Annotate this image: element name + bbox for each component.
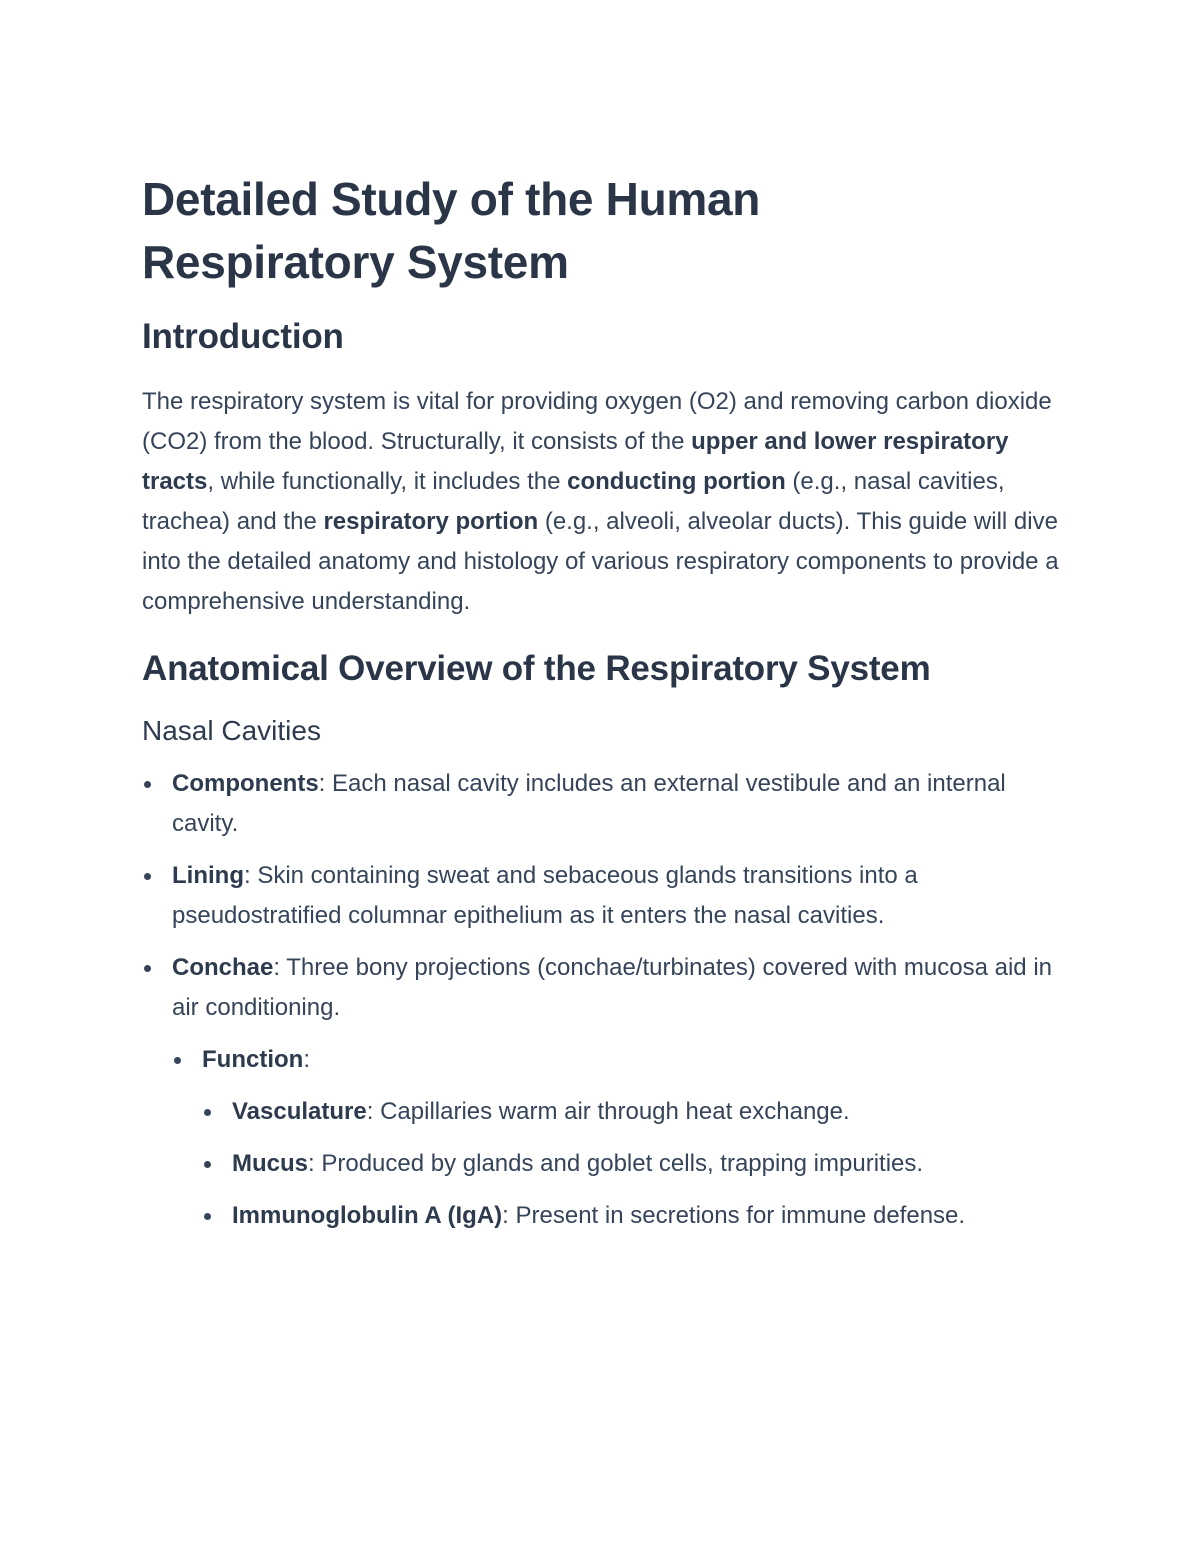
list-item	[142, 856, 1062, 936]
introduction-heading: Introduction	[142, 317, 344, 356]
conchae-sublist	[172, 1040, 1062, 1236]
list-item	[202, 1196, 1062, 1236]
item-text: : Present in secretions for immune defense.	[502, 1202, 966, 1229]
list-item	[142, 948, 1062, 1236]
title-line-1: Detailed Study of the Human	[142, 173, 761, 225]
item-text: : Produced by glands and goblet cells, trapping impurities.	[308, 1150, 924, 1177]
list-item	[172, 1040, 1062, 1236]
item-label: Components	[172, 770, 319, 797]
intro-text-4: (e.g., alveoli, alveolar ducts). This guide will dive into the detailed anatomy and histology of various respiratory components to provide a comprehensive understanding.	[142, 508, 1059, 615]
document-page	[142, 168, 1062, 1248]
function-sublist	[202, 1092, 1062, 1236]
list-item	[142, 764, 1062, 844]
document-title	[142, 168, 1062, 294]
intro-bold-1: upper and lower respiratory tracts	[142, 428, 1009, 495]
item-text: : Each nasal cavity includes an external vestibule and an internal cavity.	[172, 770, 1006, 837]
intro-bold-2: conducting portion	[567, 468, 786, 495]
item-text: : Three bony projections (conchae/turbinates) covered with mucosa aid in air conditioning.	[172, 954, 1052, 1021]
intro-text-3: (e.g., nasal cavities, trachea) and the	[142, 468, 1005, 535]
list-item	[202, 1092, 1062, 1132]
intro-bold-3: respiratory portion	[323, 508, 539, 535]
item-label: Vasculature	[232, 1098, 367, 1125]
list-item	[202, 1144, 1062, 1184]
title-line-2: Respiratory System	[142, 236, 569, 288]
item-label: Conchae	[172, 954, 274, 981]
intro-text-2: , while functionally, it includes the	[207, 468, 568, 495]
nasal-cavities-list	[142, 764, 1062, 1236]
nasal-cavities-subheading: Nasal Cavities	[142, 715, 321, 746]
overview-heading: Anatomical Overview of the Respiratory System	[142, 649, 931, 688]
item-text: : Skin containing sweat and sebaceous glands transitions into a pseudostratified columnar epithelium as it enters the nasal cavities.	[172, 862, 918, 929]
intro-text-1: The respiratory system is vital for providing oxygen (O2) and removing carbon dioxide (CO2) from the blood. Structurally, it consists of the	[142, 388, 1052, 455]
introduction-paragraph	[142, 382, 1062, 622]
item-label: Function	[202, 1046, 304, 1073]
item-label: Lining	[172, 862, 244, 889]
item-text: : Capillaries warm air through heat exchange.	[366, 1098, 850, 1125]
item-label: Immunoglobulin A (IgA)	[232, 1202, 503, 1229]
item-text: :	[303, 1046, 310, 1073]
item-label: Mucus	[232, 1150, 309, 1177]
